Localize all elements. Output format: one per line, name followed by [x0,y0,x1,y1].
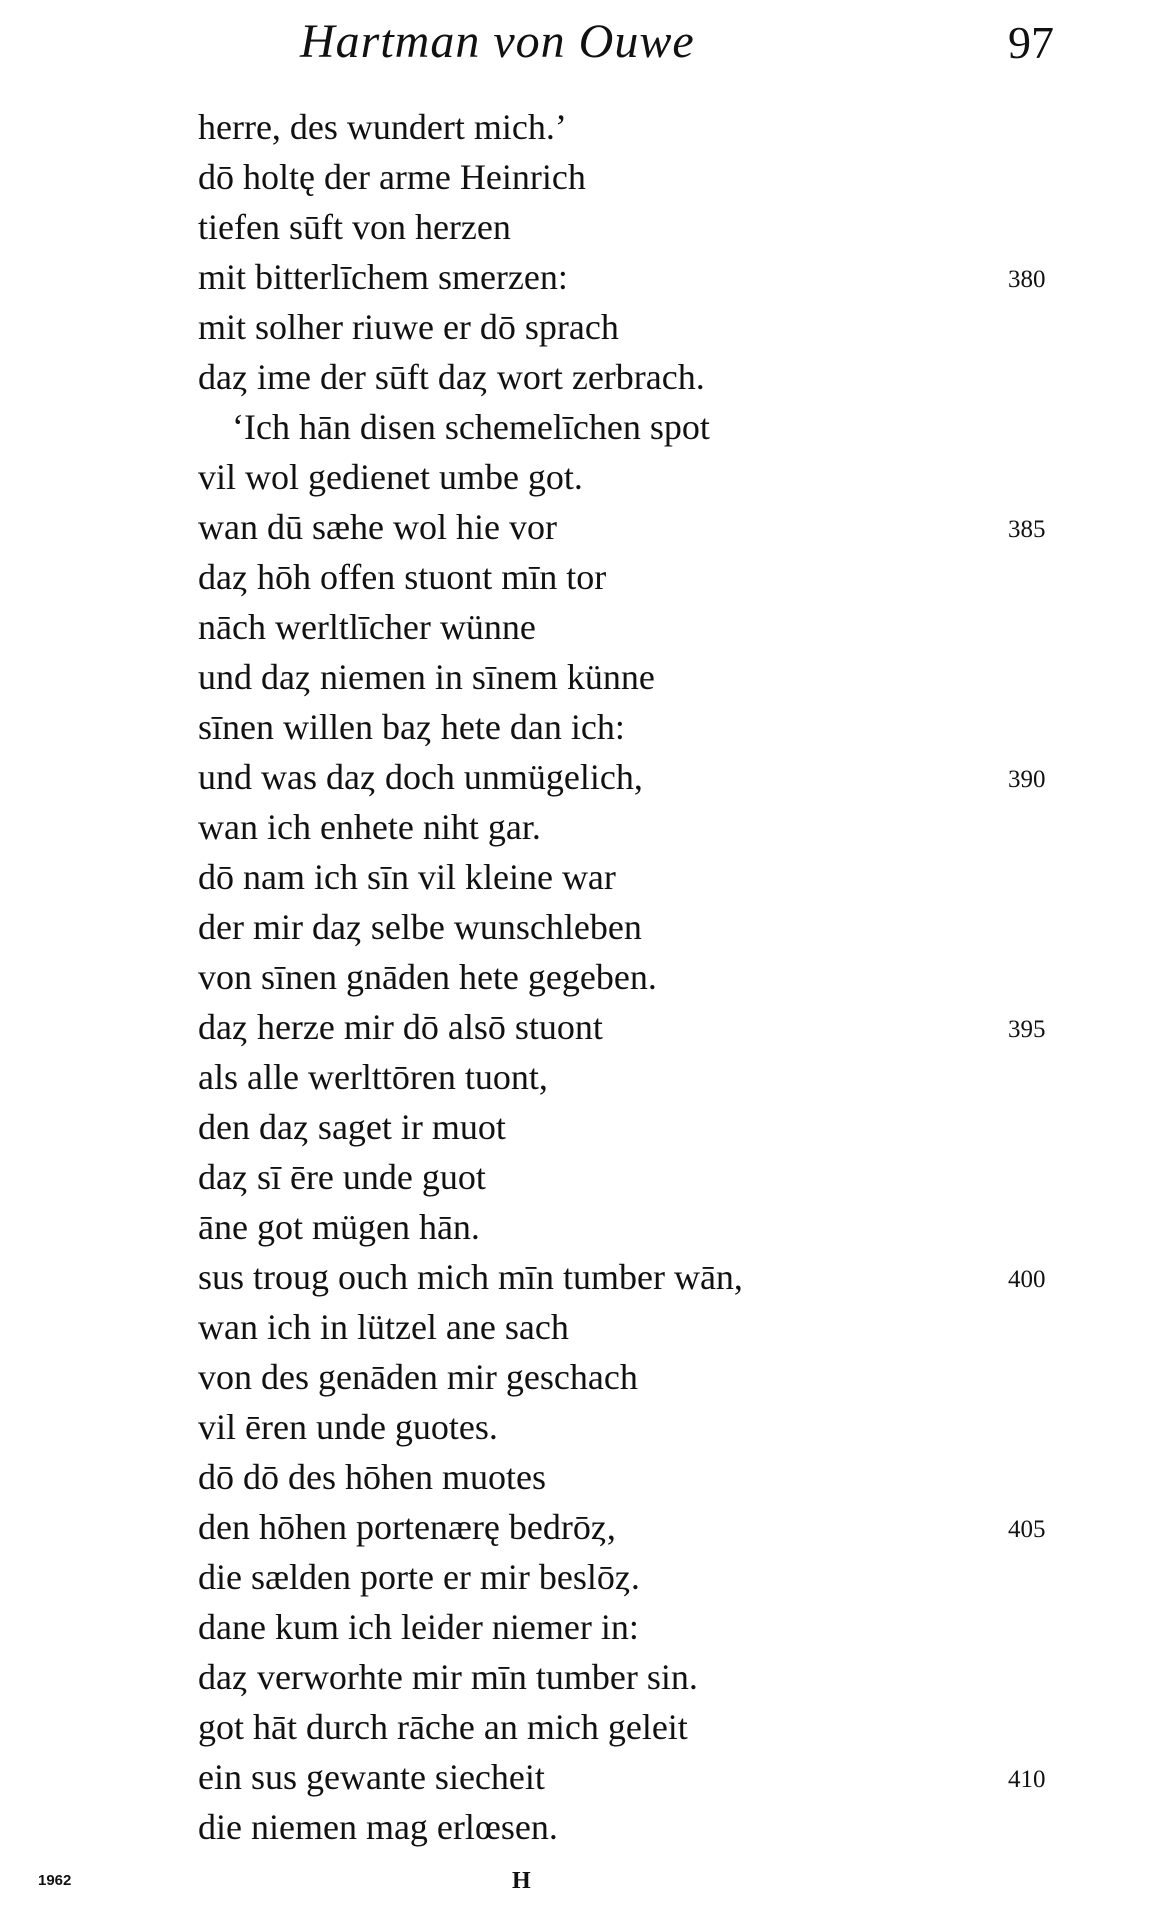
line-number: 380 [1008,266,1046,293]
verse-text: den daȥ saget ir muot [198,1107,506,1147]
signature-number: 1962 [38,1872,72,1889]
line-number: 405 [1008,1516,1046,1543]
verse-text: dō holtę der arme Heinrich [198,157,586,197]
line-number: 390 [1008,766,1046,793]
verse-text: und daȥ niemen in sīnem künne [198,657,655,697]
verse-line [0,752,1156,802]
verse-line [0,802,1156,852]
line-number: 385 [1008,516,1046,543]
verse-text: vil ēren unde guotes. [198,1407,498,1447]
verse-text: daȥ herze mir dō alsō stuont [198,1007,603,1047]
verse-line [0,702,1156,752]
verse-text: von des genāden mir geschach [198,1357,638,1397]
verse-line [0,1452,1156,1502]
verse-line [0,1552,1156,1602]
verse-text: dō dō des hōhen muotes [198,1457,546,1497]
verse-line [0,302,1156,352]
verse-text: got hāt durch rāche an mich geleit [198,1707,688,1747]
verse-text: sīnen willen baȥ hete dan ich: [198,707,625,747]
verse-line [0,252,1156,302]
verse-line [0,452,1156,502]
verse-line [0,952,1156,1002]
verse-text: wan ich in lützel ane sach [198,1307,569,1347]
verse-text: ‘Ich hān disen schemelīchen spot [232,407,710,447]
verse-line [0,1152,1156,1202]
verse-line [0,852,1156,902]
verse-text: daȥ hōh offen stuont mīn tor [198,557,607,597]
verse-line [0,1302,1156,1352]
verse-text: herre, des wundert mich.’ [198,107,567,147]
signature-letter: H [512,1868,531,1894]
verse-text: sus troug ouch mich mīn tumber wān, [198,1257,743,1297]
page-header [0,14,1156,84]
verse-block [0,102,1156,1852]
verse-text: ein sus gewante siecheit [198,1757,545,1797]
verse-text: mit bitterlīchem smerzen: [198,257,568,297]
verse-line [0,502,1156,552]
line-number: 400 [1008,1266,1046,1293]
verse-line [0,1102,1156,1152]
verse-line [0,1752,1156,1802]
verse-text: die sælden porte er mir beslōȥ. [198,1557,640,1597]
verse-text: tiefen sūft von herzen [198,207,511,247]
verse-text: als alle werlttōren tuont, [198,1057,548,1097]
verse-line [0,652,1156,702]
verse-line [0,1502,1156,1552]
verse-text: von sīnen gnāden hete gegeben. [198,957,657,997]
verse-line [0,1702,1156,1752]
verse-text: wan dū sæhe wol hie vor [198,507,557,547]
verse-text: den hōhen portenærę bedrōȥ, [198,1507,616,1547]
page-footer [0,1868,1156,1898]
verse-line [0,1802,1156,1852]
verse-line [0,1052,1156,1102]
verse-text: vil wol gedienet umbe got. [198,457,583,497]
verse-text: wan ich enhete niht gar. [198,807,541,847]
running-title: Hartman von Ouwe [300,15,695,68]
verse-text: der mir daȥ selbe wunschleben [198,907,642,947]
line-number: 395 [1008,1016,1046,1043]
verse-text: und was daȥ doch unmügelich, [198,757,643,797]
verse-text: dō nam ich sīn vil kleine war [198,857,616,897]
verse-line [0,602,1156,652]
verse-line [0,402,1156,452]
verse-text: daȥ sī ēre unde guot [198,1157,486,1197]
verse-text: mit solher riuwe er dō sprach [198,307,619,347]
verse-line [0,1402,1156,1452]
verse-line [0,152,1156,202]
verse-text: āne got mügen hān. [198,1207,480,1247]
verse-line [0,102,1156,152]
verse-text: dane kum ich leider niemer in: [198,1607,639,1647]
verse-line [0,1252,1156,1302]
verse-line [0,1352,1156,1402]
verse-text: daȥ verworhte mir mīn tumber sin. [198,1657,698,1697]
verse-line [0,202,1156,252]
verse-text: nāch werltlīcher wünne [198,607,536,647]
verse-text: daȥ ime der sūft daȥ wort zerbrach. [198,357,705,397]
verse-line [0,1652,1156,1702]
verse-line [0,1602,1156,1652]
verse-line [0,1002,1156,1052]
line-number: 410 [1008,1766,1046,1793]
verse-line [0,902,1156,952]
verse-line [0,552,1156,602]
page-number: 97 [1008,17,1054,68]
verse-text: die niemen mag erlœsen. [198,1807,558,1847]
verse-line [0,1202,1156,1252]
verse-line [0,352,1156,402]
